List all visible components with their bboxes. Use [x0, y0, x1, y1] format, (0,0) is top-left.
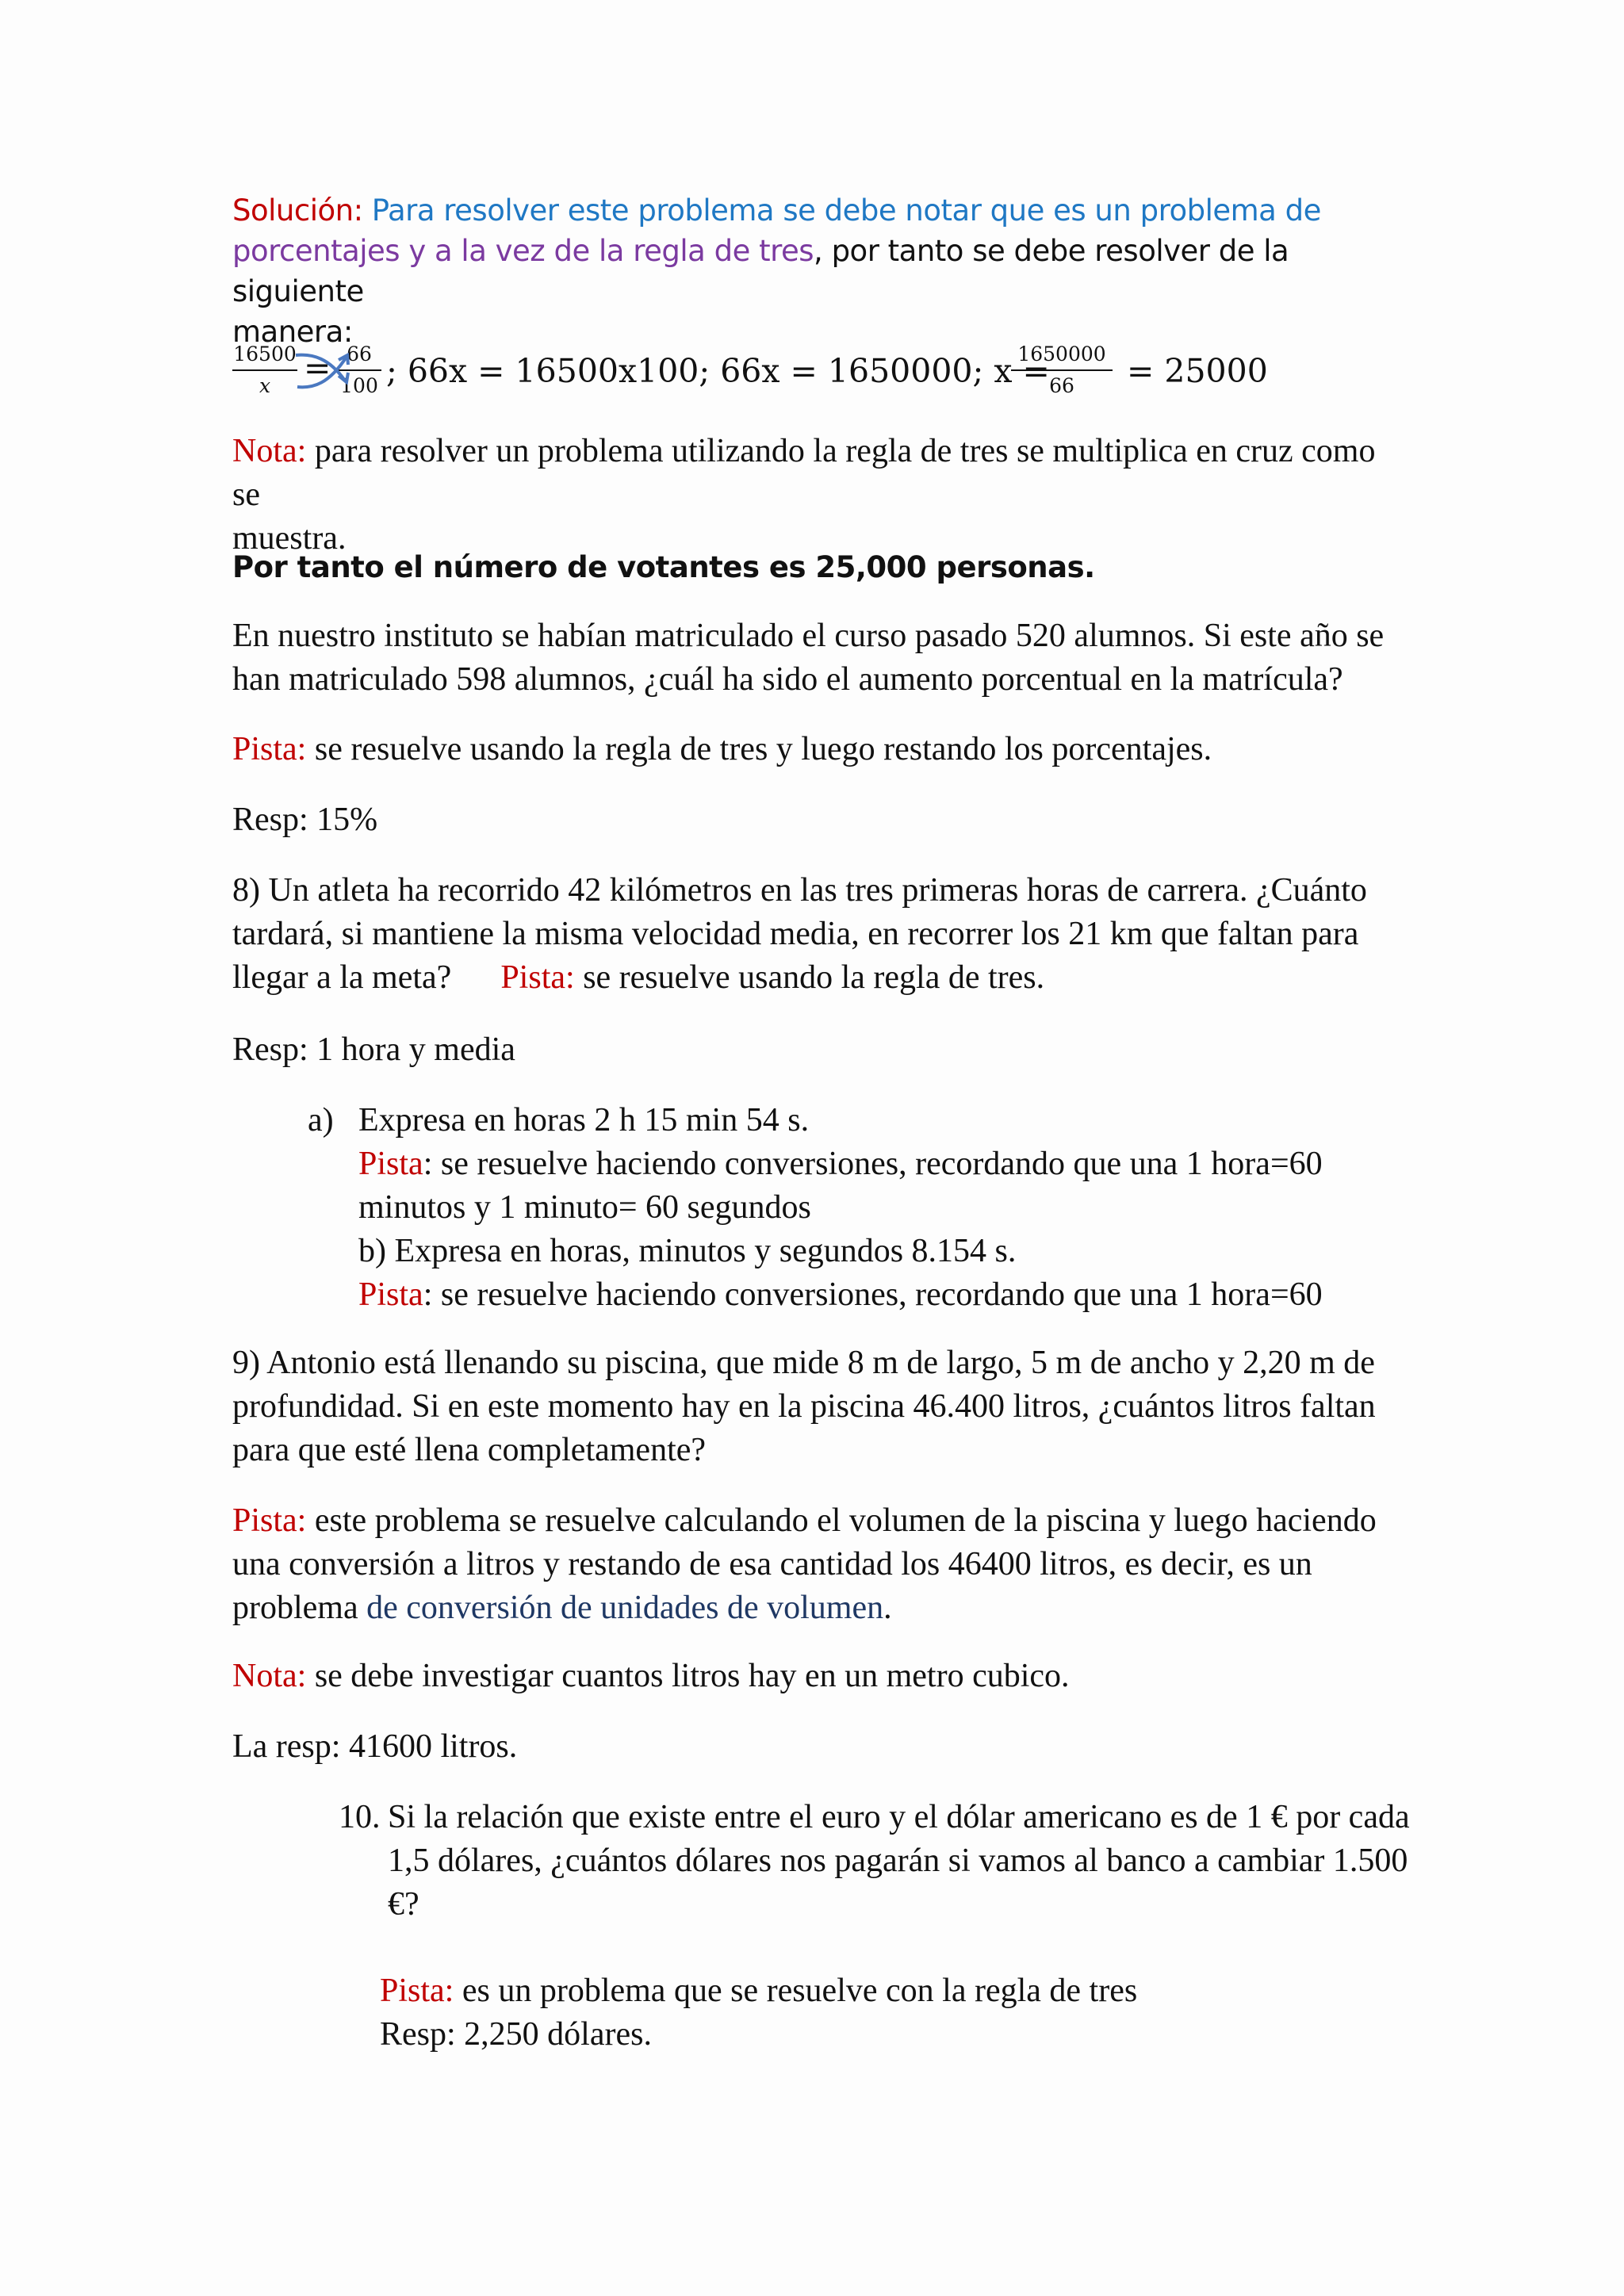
resp-8: Resp: 1 hora y media — [232, 1031, 515, 1068]
pista-label: Pista: — [232, 731, 307, 767]
equation-equals: = — [304, 349, 331, 387]
nota-label: Nota: — [232, 1658, 307, 1694]
problem-10-pista: Pista: es un problema que se resuelve con la regla de tres Resp: 2,250 dólares. — [380, 1973, 1138, 2053]
conversion-link[interactable]: de conversión de unidades de volumen — [366, 1590, 884, 1626]
solution-paragraph — [232, 190, 1398, 352]
pista-label: Pista: — [380, 1973, 454, 2009]
nota-9: Nota: se debe investigar cuantos litros hay en un metro cubico. — [232, 1658, 1070, 1694]
problem-10-marker: 10. — [339, 1799, 381, 1835]
pista-label: Pista — [358, 1146, 423, 1182]
fraction-16500-x: 16500 x — [233, 342, 297, 397]
problem-8: 8) Un atleta ha recorrido 42 kilómetros en las tres primeras horas de carrera. ¿Cuánto tardará, si mantiene la misma velocidad media, en recorrer los 21 km que faltan para llegar a la meta? Pista: se resuelve usando la regla de tres. — [232, 872, 1367, 996]
problem-10: Si la relación que existe entre el euro y el dólar americano es de 1 € por cada 1,5 dólares, ¿cuántos dólares nos pagarán si vamos al banco a cambiar 1.500 €? — [388, 1799, 1410, 1923]
pista-label: Pista: — [232, 1502, 307, 1539]
pista-9: Pista: este problema se resuelve calculando el volumen de la piscina y luego haciendo una conversión a litros y restando de esa cantidad los 46400 litros, es decir, es un problema de conversión de unidades de volumen. — [232, 1502, 1377, 1626]
fraction-1650000-66: 1650000 66 — [1011, 342, 1113, 398]
solution-black-text: , por tanto se debe resolver de la siguiente — [232, 234, 1289, 308]
equation — [232, 335, 1406, 414]
nota-label: Nota: — [232, 433, 307, 469]
item-a: Expresa en horas 2 h 15 min 54 s. Pista: se resuelve haciendo conversiones, recordando que una 1 hora=60 minutos y 1 minuto= 60 segundos b) Expresa en horas, minutos y segundos 8.154 s. Pista: se resuelve haciendo conversiones, recordando que una 1 hora=60 — [358, 1102, 1323, 1313]
solution-purple-text: porcentajes y a la vez de la regla de tres — [232, 234, 814, 268]
fraction-66-100: 66 100 — [337, 342, 381, 398]
conclusion-text: Por tanto el número de votantes es 25,000 personas. — [232, 550, 1095, 584]
pista-label: Pista — [358, 1276, 423, 1313]
nota-paragraph: Nota: para resolver un problema utilizando la regla de tres se multiplica en cruz como se muestra. — [232, 433, 1376, 557]
problem-9: 9) Antonio está llenando su piscina, que mide 8 m de largo, 5 m de ancho y 2,20 m de profundidad. Si en este momento hay en la piscina 46.400 litros, ¿cuántos litros faltan para que esté llena completamente? — [232, 1345, 1376, 1468]
pista-label: Pista: — [500, 959, 575, 996]
equation-middle: ; 66x = 16500x100; 66x = 1650000; x = — [386, 352, 1050, 390]
resp-9: La resp: 41600 litros. — [232, 1728, 518, 1765]
solution-label: Solución: — [232, 193, 363, 228]
resp-instituto: Resp: 15% — [232, 802, 378, 838]
solution-black-text-2: manera: — [232, 315, 353, 349]
resp-10: Resp: 2,250 dólares. — [380, 2016, 652, 2053]
cross-multiply-arrows-icon — [289, 341, 377, 404]
equation-result: = 25000 — [1127, 352, 1268, 390]
pista-instituto: Pista: se resuelve usando la regla de tres y luego restando los porcentajes. — [232, 731, 1212, 767]
item-a-marker: a) — [308, 1102, 334, 1138]
solution-blue-text: Para resolver este problema se debe notar que es un problema de — [371, 193, 1321, 228]
problem-instituto: En nuestro instituto se habían matriculado el curso pasado 520 alumnos. Si este año se han matriculado 598 alumnos, ¿cuál ha sido el aumento porcentual en la matrícula? — [232, 618, 1385, 698]
